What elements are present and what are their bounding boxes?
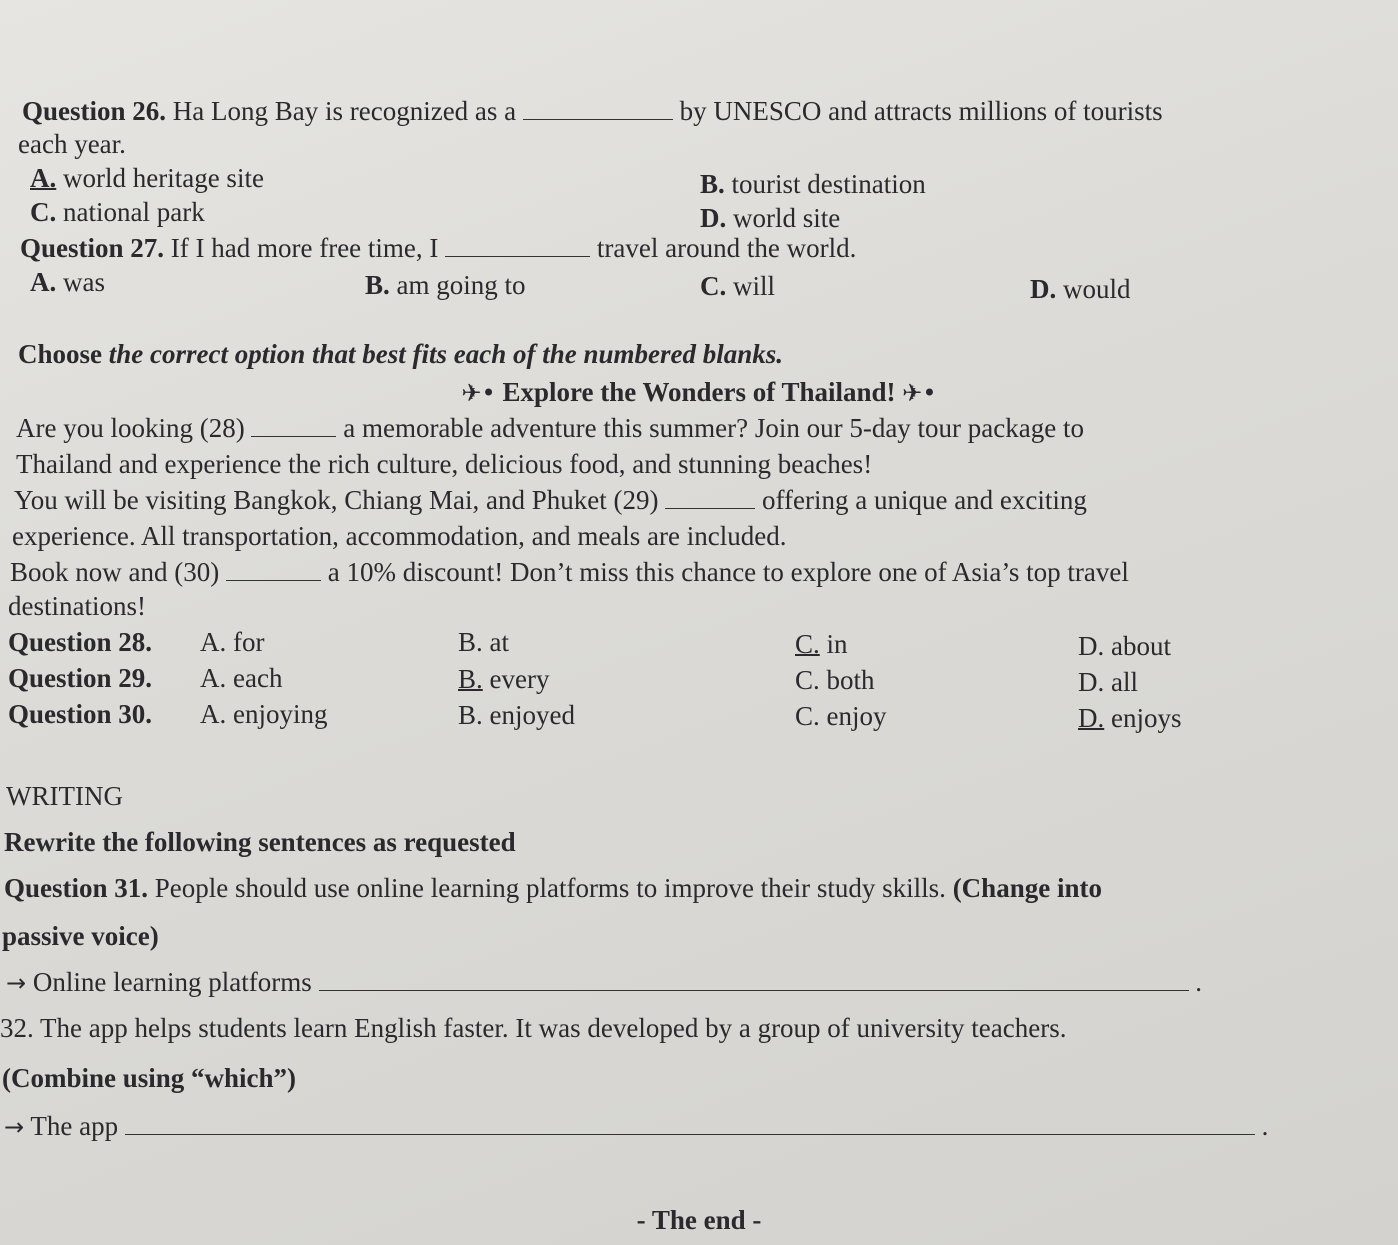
q28-option-d[interactable]: D. about bbox=[1078, 631, 1171, 661]
blank-29[interactable] bbox=[665, 488, 755, 509]
q31-stem: Question 31. People should use online learning platforms to improve their study skills. (Change into bbox=[4, 873, 1102, 903]
q29-option-b[interactable]: B. every bbox=[458, 664, 550, 694]
q26-blank[interactable] bbox=[523, 99, 673, 120]
q27-option-a[interactable]: A. was bbox=[30, 267, 105, 297]
cloze-line-4: experience. All transportation, accommodation, and meals are included. bbox=[12, 521, 787, 551]
arrow-right-icon: → bbox=[6, 969, 27, 997]
q26-stem-cont: each year. bbox=[18, 129, 126, 159]
q28-option-b[interactable]: B. at bbox=[458, 627, 509, 657]
cloze-line-1: Are you looking (28) a memorable adventure this summer? Join our 5-day tour package to bbox=[16, 413, 1084, 443]
cloze-title: ✈• Explore the Wonders of Thailand! ✈• bbox=[461, 377, 937, 407]
q27-option-c[interactable]: C. will bbox=[700, 271, 776, 301]
q30-label: Question 30. bbox=[8, 699, 153, 729]
q28-option-a[interactable]: A. for bbox=[200, 627, 265, 657]
q32-answer-line: → The app . bbox=[4, 1111, 1269, 1141]
cloze-line-5: Book now and (30) a 10% discount! Don’t miss this chance to explore one of Asia’s top travel bbox=[10, 557, 1129, 587]
plane-icon: ✈• bbox=[461, 379, 496, 407]
q30-option-b[interactable]: B. enjoyed bbox=[458, 700, 575, 730]
q30-option-d[interactable]: D. enjoys bbox=[1078, 703, 1182, 733]
q27-option-d[interactable]: D. would bbox=[1030, 274, 1131, 304]
q28-label: Question 28. bbox=[8, 627, 153, 657]
arrow-right-icon: → bbox=[4, 1113, 25, 1141]
blank-30[interactable] bbox=[226, 560, 321, 581]
q29-option-a[interactable]: A. each bbox=[200, 663, 283, 693]
q32-answer-blank[interactable] bbox=[125, 1114, 1255, 1135]
q27-blank[interactable] bbox=[445, 236, 590, 257]
cloze-instruction: Choose the correct option that best fits each of the numbered blanks. bbox=[18, 339, 784, 369]
q29-option-c[interactable]: C. both bbox=[795, 665, 875, 695]
q30-option-c[interactable]: C. enjoy bbox=[795, 701, 887, 731]
q29-label: Question 29. bbox=[8, 663, 153, 693]
q26-option-d[interactable]: D. world site bbox=[700, 203, 841, 233]
q26-option-a[interactable]: A. world heritage site bbox=[30, 163, 264, 193]
q27-stem: Question 27. If I had more free time, I travel around the world. bbox=[20, 233, 857, 263]
q31-requirement: passive voice) bbox=[2, 921, 159, 951]
plane-icon: ✈• bbox=[902, 379, 937, 407]
q26-option-b[interactable]: B. tourist destination bbox=[700, 169, 926, 199]
q29-option-d[interactable]: D. all bbox=[1078, 667, 1138, 697]
q30-option-a[interactable]: A. enjoying bbox=[200, 699, 328, 729]
cloze-line-2: Thailand and experience the rich culture, delicious food, and stunning beaches! bbox=[16, 449, 873, 479]
blank-28[interactable] bbox=[251, 416, 336, 437]
the-end: - The end - bbox=[636, 1205, 762, 1235]
cloze-line-6: destinations! bbox=[8, 591, 146, 621]
cloze-line-3: You will be visiting Bangkok, Chiang Mai, and Phuket (29) offering a unique and exciting bbox=[14, 485, 1087, 515]
q26-option-c[interactable]: C. national park bbox=[30, 197, 205, 227]
q26-stem: Question 26. Ha Long Bay is recognized as a by UNESCO and attracts millions of tourists bbox=[22, 96, 1163, 126]
q31-answer-line: → Online learning platforms . bbox=[6, 967, 1203, 997]
writing-heading: WRITING bbox=[6, 781, 123, 811]
q32-requirement: (Combine using “which”) bbox=[2, 1063, 297, 1093]
writing-instruction: Rewrite the following sentences as requested bbox=[4, 827, 516, 857]
q27-option-b[interactable]: B. am going to bbox=[365, 270, 526, 300]
q32-stem: 32. The app helps students learn English faster. It was developed by a group of university teachers. bbox=[0, 1013, 1067, 1043]
q28-option-c[interactable]: C. in bbox=[795, 629, 848, 659]
q31-answer-blank[interactable] bbox=[319, 970, 1189, 991]
